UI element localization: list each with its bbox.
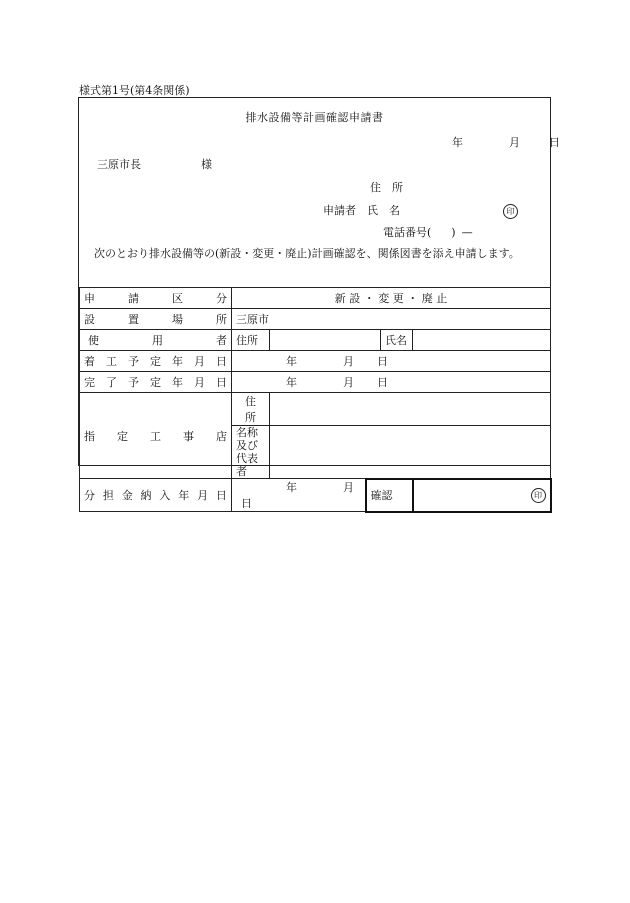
contractor-name-label: 名称及び 代表者 (232, 426, 270, 479)
contractor-name-field[interactable] (270, 426, 551, 479)
user-name-label: 氏名 (381, 330, 413, 351)
table-row-user (80, 330, 551, 351)
seal-icon: 印 (503, 204, 518, 219)
start-date-label: 着 工 予 定 年 月 日 (80, 351, 232, 372)
user-address-field[interactable] (270, 330, 381, 351)
addressee-name: 三原市長 (97, 158, 141, 171)
addressee-honorific: 様 (201, 158, 212, 171)
confirm-seal-field[interactable] (413, 479, 551, 512)
category-options[interactable]: 新 設 ・ 変 更 ・ 廃 止 (232, 288, 551, 309)
phone-label: 電話番号( (383, 226, 432, 239)
category-label: 申 請 区 分 (80, 288, 232, 309)
seal-icon: 印 (531, 488, 546, 503)
form-number-label: 様式第1号(第4条関係) (79, 84, 190, 97)
applicant-address-label: 住 所 (370, 181, 403, 194)
contractor-address-field[interactable] (270, 393, 551, 426)
table-row-payment-date (80, 479, 551, 512)
submission-date (452, 134, 560, 150)
request-statement: 次のとおり排水設備等の(新設・変更・廃止)計画確認を、関係図書を添え申請します。 (94, 247, 520, 260)
table-row-contractor-address (80, 393, 551, 426)
start-date-field[interactable]: 年 月 日 (232, 351, 551, 372)
table-row-end-date (80, 372, 551, 393)
form-title: 排水設備等計画確認申請書 (245, 111, 384, 124)
details-table (79, 287, 552, 513)
user-address-label: 住所 (232, 330, 270, 351)
end-date-field[interactable]: 年 月 日 (232, 372, 551, 393)
applicant-name-label: 氏 名 (367, 204, 400, 217)
end-date-label: 完 了 予 定 年 月 日 (80, 372, 232, 393)
table-row-location (80, 309, 551, 330)
contractor-address-label: 住 所 (232, 393, 270, 426)
user-name-field[interactable] (413, 330, 551, 351)
date-year-label: 年 (452, 136, 463, 149)
date-day-label: 日 (549, 136, 560, 149)
phone-dash: — (461, 226, 473, 239)
applicant-line (323, 202, 518, 219)
location-value[interactable]: 三原市 (232, 309, 551, 330)
location-label: 設 置 場 所 (80, 309, 232, 330)
phone-paren-close: ) (451, 226, 456, 239)
application-form (78, 97, 560, 510)
payment-date-field[interactable]: 年 月日 (232, 479, 366, 512)
confirm-label: 確認 (366, 479, 413, 512)
phone-line (383, 224, 473, 240)
table-row-start-date (80, 351, 551, 372)
table-row-category (80, 288, 551, 309)
applicant-label: 申請者 (323, 204, 356, 217)
date-month-label: 月 (509, 136, 520, 149)
contractor-label: 指 定 工 事 店 (80, 393, 232, 479)
payment-date-label: 分 担 金 納 入 年 月 日 (80, 479, 232, 512)
addressee (97, 156, 212, 172)
user-label: 使 用 者 (80, 330, 232, 351)
